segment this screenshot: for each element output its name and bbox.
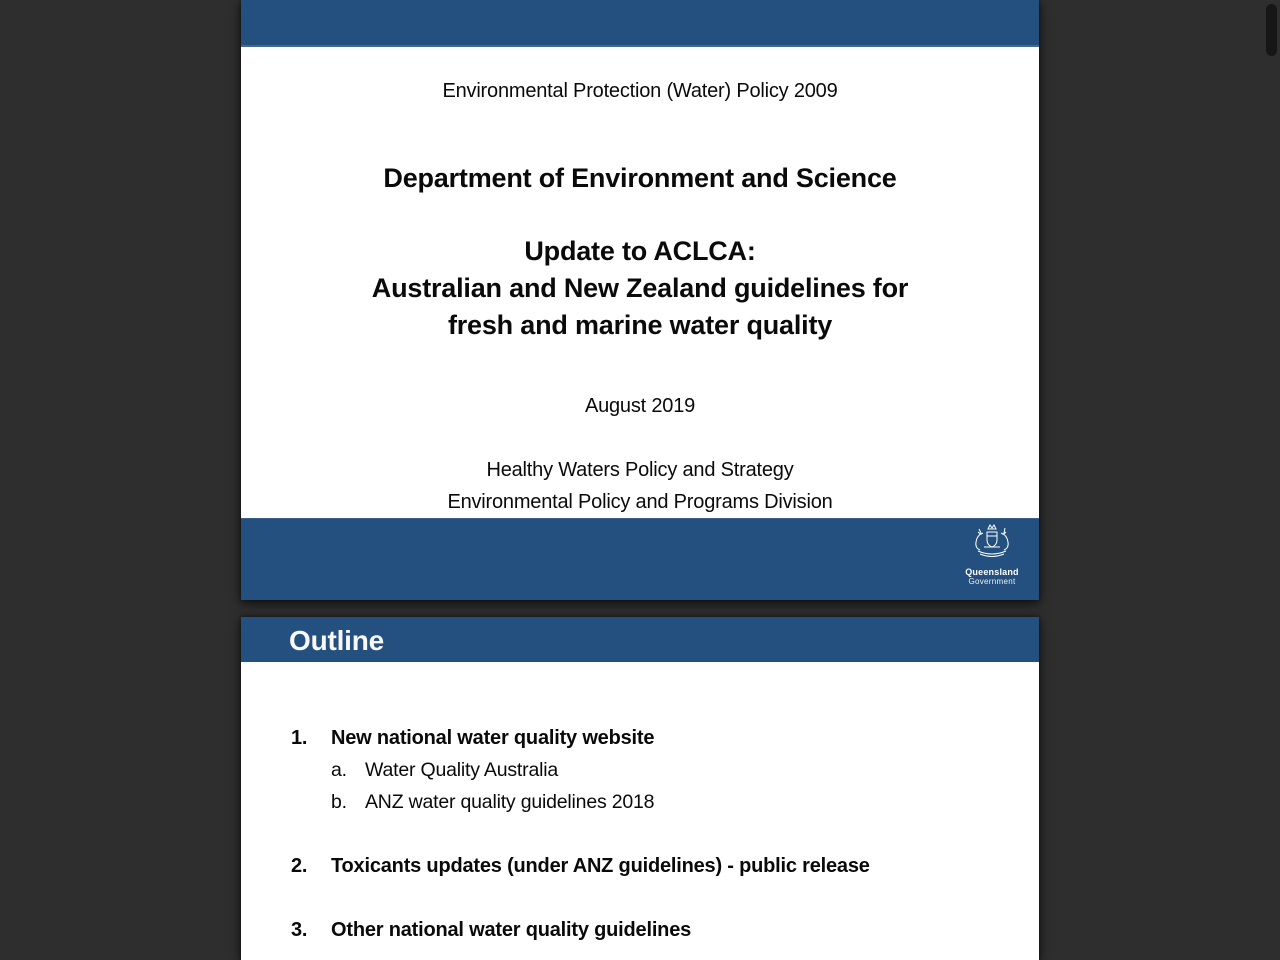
coat-of-arms-icon [966,523,1018,567]
outline-item-1a [331,757,558,783]
slide-title-page [241,0,1039,600]
outline-item-3-text: Other national water quality guidelines [331,919,692,941]
outline-item-2-text: Toxicants updates (under ANZ guidelines) - public release [331,855,870,877]
slide-outline-page [241,617,1039,960]
outline-item-1b-text: ANZ water quality guidelines 2018 [365,791,655,813]
slide-bottom-banner [241,518,1039,600]
outline-item-2-number: 2. [291,855,308,877]
outline-item-2 [291,853,870,879]
department-title: Department of Environment and Science [383,163,897,193]
outline-item-1-text: New national water quality website [331,727,655,749]
logo-org-text: Queensland [965,567,1019,577]
outline-item-1b-letter: b. [331,791,347,813]
outline-item-1 [291,725,654,751]
outline-item-3-number: 3. [291,919,308,941]
division-line-2: Environmental Policy and Programs Division [447,491,833,513]
outline-item-1a-letter: a. [331,759,347,781]
presentation-title [241,233,1039,344]
queensland-government-logo [959,523,1025,597]
policy-subtitle: Environmental Protection (Water) Policy 2009 [442,80,838,102]
title-line-1: Update to ACLCA: [524,236,756,266]
title-line-3: fresh and marine water quality [447,310,833,340]
outline-heading: Outline [289,625,385,656]
division-lines [241,454,1039,518]
outline-header-bar [241,617,1039,662]
title-line-2: Australian and New Zealand guidelines for [371,273,909,303]
outline-item-1a-text: Water Quality Australia [365,759,558,781]
outline-item-1b [331,789,654,815]
logo-sub-text: Government [968,577,1016,586]
outline-item-3 [291,917,691,943]
outline-item-1-number: 1. [291,727,308,749]
presentation-date: August 2019 [584,395,696,417]
division-line-1: Healthy Waters Policy and Strategy [486,459,794,481]
vertical-scrollbar-thumb[interactable] [1266,4,1277,56]
slide-top-banner [241,0,1039,47]
